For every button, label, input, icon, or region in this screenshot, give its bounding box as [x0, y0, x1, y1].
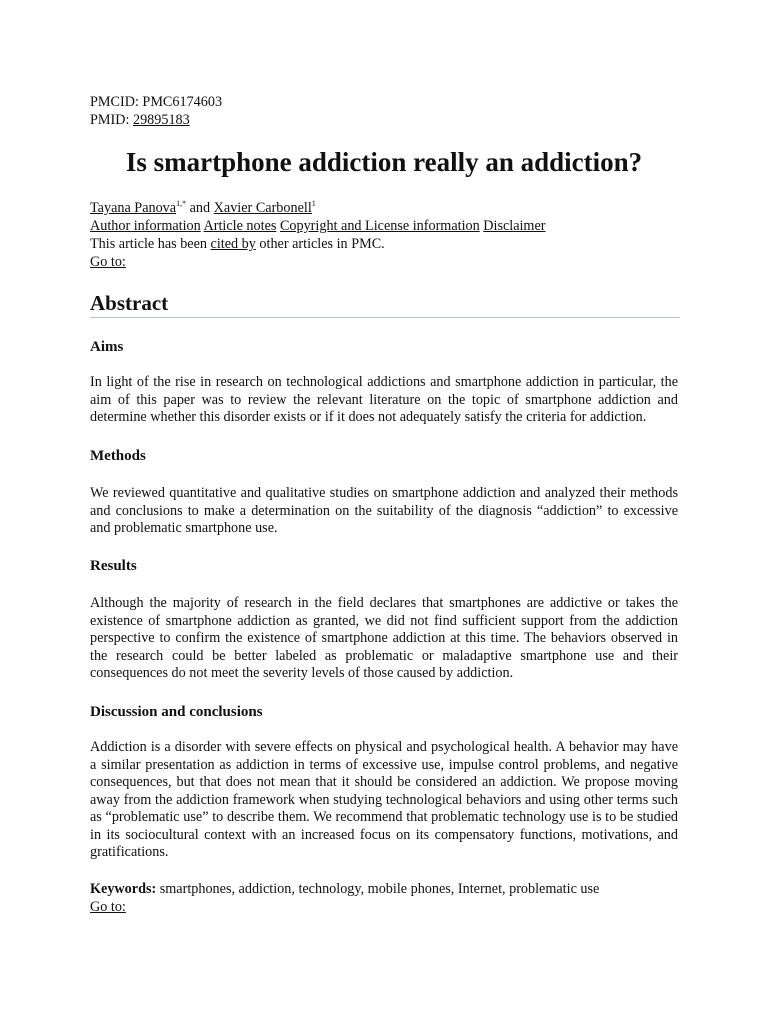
author-affiliation-carbonell: 1 — [311, 199, 316, 208]
discussion-paragraph: Addiction is a disorder with severe effects on physical and psychological health. A behavior may have a similar presentation as addiction in terms of excessive use, impulse control problems, and negative consequences, but that does not mean that it should be considered an addiction. We propose moving away from the addiction framework when studying technological behaviors and using other terms such as “problematic use” to describe them. We recommend that problematic technology use is to be studied in its sociocultural context with an increased focus on its compensatory functions, motivations, and gratifications. — [90, 739, 678, 860]
results-paragraph: Although the majority of research in the field declares that smartphones are addictive or takes the existence of smartphone addiction as granted, we did not find sufficient support from the addiction perspective to confirm the existence of smartphone addiction at this time. The behaviors observed in the research could be better labeled as problematic or maladaptive smartphone use and their consequences do not meet the severity levels of those caused by addiction. — [90, 595, 678, 681]
results-heading: Results — [90, 558, 137, 574]
goto-link-top[interactable]: Go to: — [90, 254, 126, 270]
keywords-line — [90, 881, 690, 899]
article-title: Is smartphone addiction really an addiction? — [125, 147, 643, 177]
keywords-label: Keywords: — [90, 881, 157, 897]
methods-heading: Methods — [90, 448, 146, 464]
author-information-link[interactable]: Author information — [90, 218, 201, 234]
methods-paragraph: We reviewed quantitative and qualitative studies on smartphone addiction and analyzed their methods and conclusions to make a determination on the suitability of the diagnosis “addiction” to excessive and problematic smartphone use. — [90, 485, 678, 536]
authors-line — [90, 200, 546, 218]
cited-by-link[interactable]: cited by — [210, 236, 256, 252]
article-notes-link[interactable]: Article notes — [203, 218, 277, 234]
cited-line — [90, 236, 546, 254]
pmid-line — [90, 112, 222, 130]
author-link-carbonell[interactable]: Xavier Carbonell — [213, 200, 312, 216]
pmid-link[interactable]: 29895183 — [132, 111, 190, 128]
disclaimer-link[interactable]: Disclaimer — [483, 218, 546, 234]
author-affiliation-panova: 1,* — [176, 199, 187, 208]
goto-link-bottom[interactable]: Go to: — [90, 899, 126, 915]
aims-heading: Aims — [90, 339, 124, 355]
goto-line-top — [90, 254, 546, 272]
article-meta — [90, 200, 546, 272]
article-links-line — [90, 218, 546, 236]
author-link-panova[interactable]: Tayana Panova — [90, 200, 177, 216]
discussion-heading: Discussion and conclusions — [90, 704, 263, 720]
aims-paragraph: In light of the rise in research on technological addictions and smartphone addiction in particular, the aim of this paper was to review the relevant literature on the topic of smartphone addiction and determine whether this disorder exists or if it does not adequately satisfy the criteria for addiction. — [90, 374, 678, 425]
pmid-label: PMID: — [90, 111, 133, 128]
cited-after: other articles in PMC. — [255, 236, 385, 252]
article-identifiers — [90, 94, 222, 129]
keywords-text: smartphones, addiction, technology, mobile phones, Internet, problematic use — [156, 881, 600, 897]
goto-line-bottom — [90, 899, 126, 917]
authors-joiner: and — [186, 200, 214, 216]
cited-before: This article has been — [90, 236, 211, 252]
abstract-heading: Abstract — [90, 290, 680, 318]
copyright-license-link[interactable]: Copyright and License information — [279, 218, 480, 234]
pmcid-line: PMCID: PMC6174603 — [90, 94, 223, 110]
